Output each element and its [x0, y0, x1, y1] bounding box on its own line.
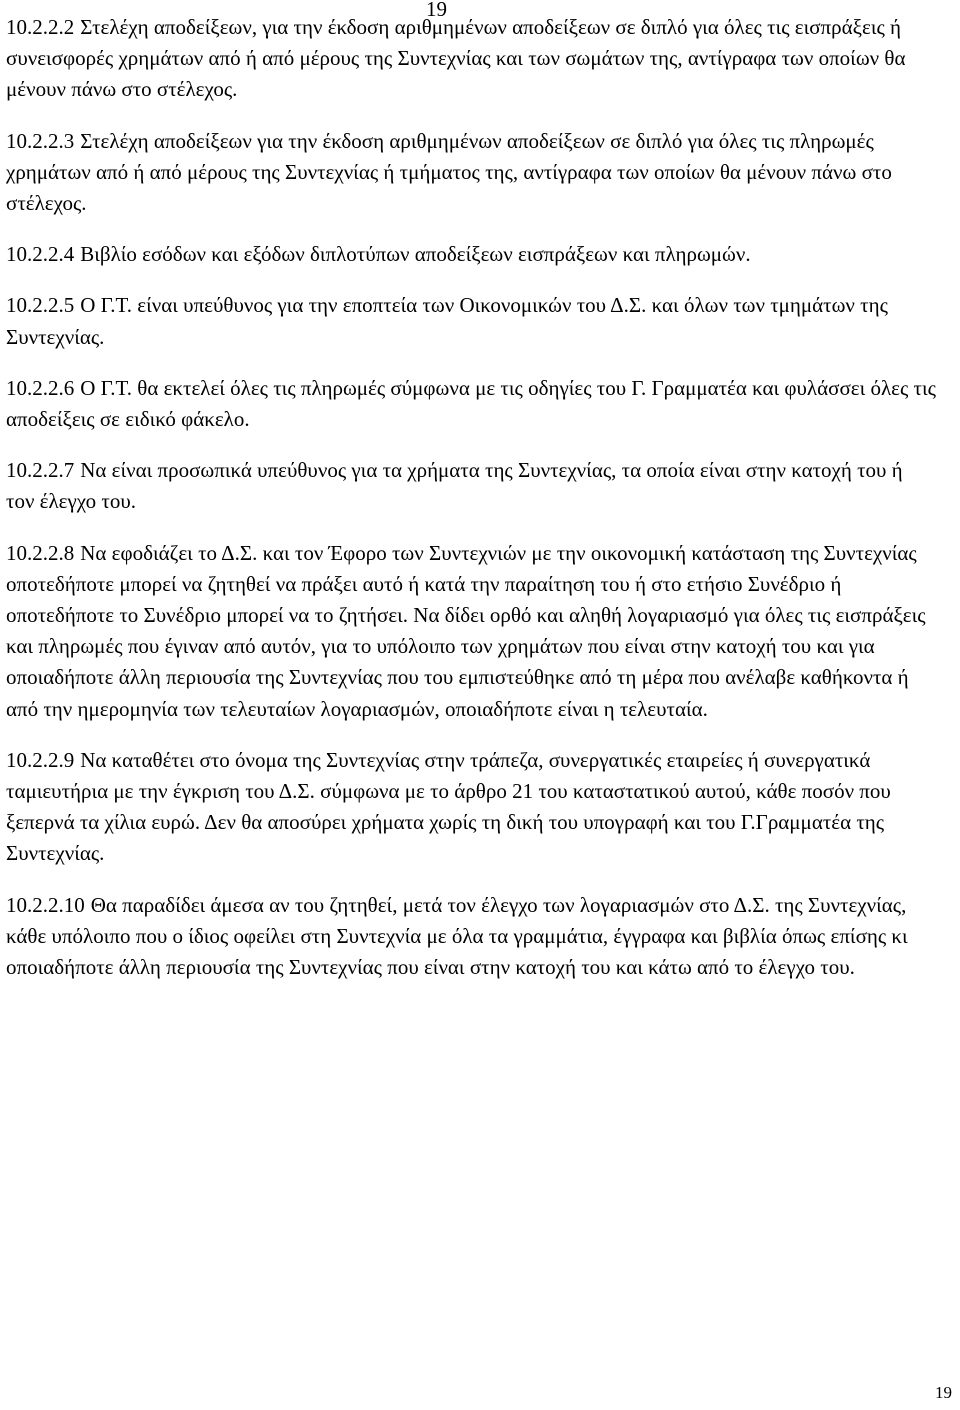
paragraph-text: Βιβλίο εσόδων και εξόδων διπλοτύπων αποδείξεων εισπράξεων και πληρωμών. [80, 242, 751, 267]
paragraph-10-2-2-7 [6, 455, 936, 517]
paragraph-10-2-2-4 [6, 239, 936, 270]
paragraph-10-2-2-9 [6, 745, 936, 870]
page-number-top: 19 [426, 0, 447, 21]
paragraph-number: 10.2.2.5 [6, 293, 75, 318]
paragraph-text: Να είναι προσωπικά υπεύθυνος για τα χρήματα της Συντεχνίας, τα οποία είναι στην κατοχή του ή τον έλεγχο του. [6, 458, 903, 514]
paragraph-number: 10.2.2.8 [6, 540, 75, 565]
paragraph-10-2-2-2 [6, 12, 936, 106]
paragraph-10-2-2-10 [6, 890, 936, 984]
paragraph-number: 10.2.2.9 [6, 747, 75, 772]
paragraph-number: 10.2.2.4 [6, 242, 75, 267]
paragraph-number: 10.2.2.3 [6, 128, 75, 153]
paragraph-text: Ο Γ.Τ. θα εκτελεί όλες τις πληρωμές σύμφωνα με τις οδηγίες του Γ. Γραμματέα και φυλάσσει όλες τις αποδείξεις σε ειδικό φάκελο. [6, 375, 936, 432]
paragraph-text: Θα παραδίδει άμεσα αν του ζητηθεί, μετά τον έλεγχο των λογαριασμών στο Δ.Σ. της Συντεχνίας, κάθε υπόλοιπο που ο ίδιος οφείλει στη Συντεχνία με όλα τα γραμμάτια, έγγραφα και βιβλία όπως επίσης κι οποιαδήποτε άλλη περιουσία της Συντεχνίας που είναι στην κατοχή του και κάτω από το έλεγχο του. [6, 892, 908, 980]
page-number-bottom: 19 [935, 1383, 952, 1402]
paragraph-text: Στελέχη αποδείξεων για την έκδοση αριθμημένων αποδείξεων σε διπλό για όλες τις πληρωμές χρημάτων από ή από μέρους της Συντεχνίας ή τμήματος της, αντίγραφα των οποίων θα μένουν πάνω στο στέλεχος. [6, 128, 892, 216]
paragraph-text: Να εφοδιάζει το Δ.Σ. και τον Έφορο των Συντεχνιών με την οικονομική κατάσταση της Συντεχνίας οποτεδήποτε μπορεί να ζητηθεί να πράξει αυτό ή κατά την παραίτηση του ή στο ετήσιο Συνέδριο ή οποτεδήποτε το Συνέδριο μπορεί να το ζητήσει. Να δίδει ορθό και αληθή λογαριασμό για όλες τις εισπράξεις και πληρωμές που έγιναν από αυτόν, για το υπόλοιπο των χρημάτων που είναι στην κατοχή του και για οποιαδήποτε άλλη περιουσία της Συντεχνίας που του εμπιστεύθηκε από τη μέρα που ανέλαβε καθήκοντα ή από την ημερομηνία των τελευταίων λογαριασμών, οποιαδήποτε είναι η τελευταία. [6, 540, 926, 721]
paragraph-10-2-2-8 [6, 538, 936, 725]
paragraph-text: Στελέχη αποδείξεων, για την έκδοση αριθμημένων αποδείξεων σε διπλό για όλες τις εισπράξεις ή συνεισφορές χρημάτων από ή από μέρους της Συντεχνίας και των σωμάτων της, αντίγραφα των οποίων θα μένουν πάνω στο στέλεχος. [6, 15, 906, 102]
paragraph-10-2-2-3 [6, 126, 936, 220]
paragraph-10-2-2-6 [6, 373, 936, 435]
paragraph-number: 10.2.2.2 [6, 15, 75, 39]
paragraph-text: Να καταθέτει στο όνομα της Συντεχνίας στην τράπεζα, συνεργατικές εταιρείες ή συνεργατικά ταμιευτήρια με την έγκριση του Δ.Σ. σύμφωνα με το άρθρο 21 του καταστατικού αυτού, κάθε ποσόν που ξεπερνά τα χίλια ευρώ. Δεν θα αποσύρει χρήματα χωρίς τη δική του υπογραφή και του Γ.Γραμματέα της Συντεχνίας. [6, 747, 891, 866]
paragraph-10-2-2-5 [6, 290, 936, 352]
paragraph-number: 10.2.2.7 [6, 458, 75, 483]
paragraph-number: 10.2.2.6 [6, 375, 75, 400]
paragraph-number: 10.2.2.10 [6, 892, 85, 917]
paragraph-text: Ο Γ.Τ. είναι υπεύθυνος για την εποπτεία των Οικονομικών του Δ.Σ. και όλων των τμημάτων της Συντεχνίας. [6, 293, 888, 349]
document-body [6, 12, 936, 1003]
